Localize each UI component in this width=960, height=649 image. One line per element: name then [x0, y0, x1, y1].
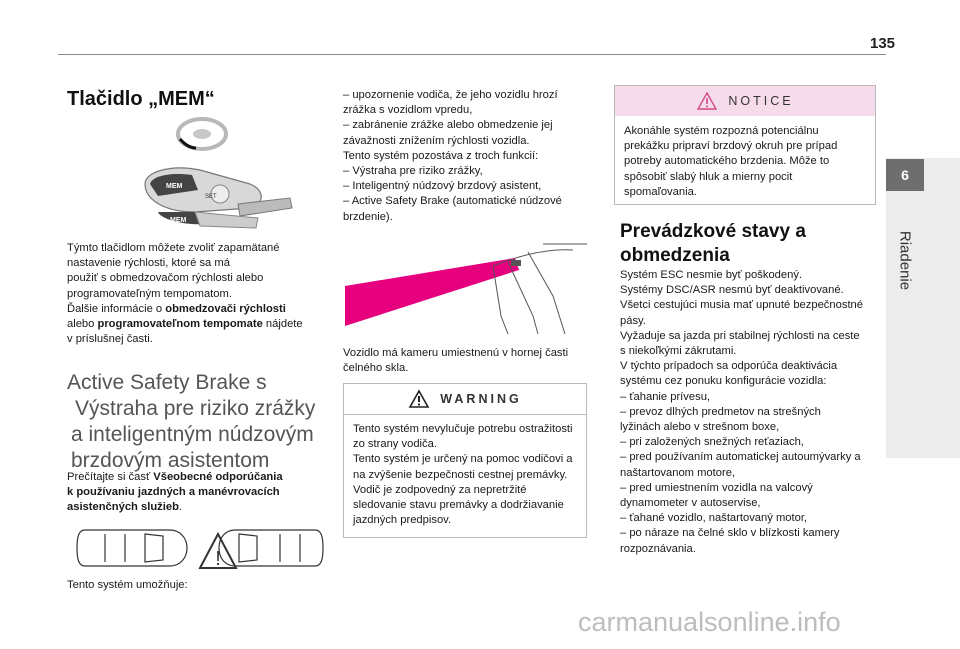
- text-line: – pri založených snežných reťaziach,: [620, 436, 804, 449]
- camera-icon: [511, 260, 521, 266]
- text-line: Vyžaduje sa jazda pri stabilnej rýchlosti na ceste: [620, 329, 860, 342]
- steering-wheel-icon: [178, 119, 226, 149]
- chapter-number: 6: [886, 159, 924, 191]
- refer-bold-1: Všeobecné odporúčania: [153, 471, 283, 483]
- camera-description: [343, 346, 588, 376]
- text-line: nastavenie rýchlosti, ktoré sa má: [67, 257, 230, 270]
- rear-car-icon: [77, 530, 187, 566]
- text-line: Tento systém nevylučuje potrebu ostražitosti: [353, 423, 573, 435]
- windshield-camera-illustration: [343, 236, 588, 336]
- site-watermark: carmanualsonline.info: [578, 607, 841, 637]
- svg-text:!: !: [215, 548, 221, 570]
- warning-triangle-icon: [200, 534, 236, 570]
- text-line: Vozidlo má kameru umiestnenú v hornej časti: [343, 347, 569, 359]
- allows-label: Tento systém umožňuje:: [67, 579, 188, 591]
- text-line: zo strany vodiča.: [353, 438, 437, 451]
- operating-conditions-text: [620, 268, 882, 557]
- text-line: lyžinách alebo v strešnom boxe,: [620, 421, 780, 434]
- more-info-line-1: [67, 302, 337, 317]
- asb-title-line: a inteligentným núdzovým: [71, 423, 314, 446]
- text-line: – pred používaním automatickej autoumývarky a: [620, 451, 861, 464]
- collision-warning-illustration: [75, 522, 325, 572]
- text-line: spomaľovania.: [624, 185, 697, 198]
- more-info-line-2: [67, 317, 337, 332]
- refer-paragraph: [67, 470, 337, 516]
- stalk-label-mem-bottom: MEM: [170, 217, 187, 224]
- text-line: Akonáhle systém rozpozná potenciálnu: [624, 125, 819, 137]
- text-line: – pred umiestnením vozidla na valcový: [620, 481, 813, 494]
- text-line: zrážka s vozidlom vpredu,: [343, 104, 473, 117]
- text-line: Všetci cestujúci musia mať upnuté bezpečnostné: [620, 299, 863, 312]
- text-line: jazdných predpisov.: [353, 514, 452, 527]
- more-info-link-cruise: programovateľnom tempomate: [97, 318, 263, 331]
- text-line: sledovanie stavu premávky a dodržiavanie: [353, 499, 564, 512]
- warning-text: [344, 415, 586, 528]
- text-line: – po náraze na čelné sklo v blízkosti kamery: [620, 527, 840, 540]
- text-line: brzdenie).: [343, 210, 393, 223]
- notice-header: [615, 86, 875, 116]
- chapter-label: Riadenie: [896, 230, 914, 291]
- more-info-prefix: Ďalšie informácie o: [67, 302, 166, 315]
- text-line: – ťahanie prívesu,: [620, 390, 711, 403]
- notice-text: [615, 116, 875, 200]
- warning-header: [344, 384, 586, 415]
- warning-box: [343, 383, 587, 538]
- text-line: dynamometer v autoservise,: [620, 497, 761, 510]
- text-line: potreby automatického brzdenia. Môže to: [624, 155, 830, 168]
- text-line: závažnosti znížením rýchlosti vozidla.: [343, 134, 530, 147]
- refer-suffix: .: [178, 501, 183, 514]
- text-line: – Inteligentný núdzový brzdový asistent,: [343, 180, 542, 193]
- text-line: – Výstraha pre riziko zrážky,: [343, 165, 483, 178]
- refer-line-3: [67, 500, 337, 515]
- text-line: Systém ESC nesmie byť poškodený.: [620, 269, 803, 281]
- text-line: – prevoz dlhých predmetov na strešných: [620, 405, 821, 418]
- header-rule: [58, 54, 886, 55]
- front-car-icon: [219, 530, 323, 566]
- text-line: Vodič je zodpovedný za nepretržité: [353, 483, 527, 496]
- text-line: spôsobiť slabý hluk a mierny pocit: [624, 170, 793, 183]
- text-line: čelného skla.: [343, 362, 409, 375]
- operating-conditions-title: [620, 220, 806, 268]
- text-line: pásy.: [620, 314, 646, 327]
- stalk-label-mem-top: MEM: [166, 183, 183, 190]
- mem-stalk-illustration: [140, 112, 300, 237]
- text-line: Tento systém je určený na pomoc vodičovi a: [353, 453, 573, 466]
- refer-prefix: Prečítajte si časť: [67, 471, 154, 483]
- warning-title: WARNING: [440, 392, 522, 406]
- text-line: v príslušnej časti.: [67, 333, 153, 346]
- notice-triangle-icon: [696, 91, 718, 111]
- refer-line-2: [67, 485, 337, 500]
- stalk-label-set: SET: [205, 194, 217, 200]
- text-line: naštartovanom motore,: [620, 466, 736, 479]
- text-line: – zabránenie zrážke alebo obmedzenie jej: [343, 119, 553, 132]
- asb-title-line: Active Safety Brake s: [67, 371, 267, 394]
- text-line: – upozornenie vodiča, že jeho vozidlu hrozí: [343, 89, 558, 101]
- page-number: 135: [870, 35, 896, 52]
- more-info-mid: alebo: [67, 318, 98, 331]
- text-line: rozpoznávania.: [620, 542, 696, 555]
- chapter-tab: [886, 158, 960, 458]
- text-line: – Active Safety Brake (automatické núdzové: [343, 195, 562, 208]
- text-line: Tento systém pozostáva z troch funkcií:: [343, 149, 539, 162]
- text-line: s niekoľkými zákrutami.: [620, 345, 737, 358]
- asb-title-line: Výstraha pre riziko zrážky: [75, 397, 316, 420]
- text-line: V týchto prípadoch sa odporúča deaktivácia: [620, 360, 838, 373]
- more-info-suffix: nájdete: [262, 318, 303, 331]
- text-line: na zvýšenie bezpečnosti cestnej premávky.: [353, 468, 568, 481]
- asb-function-list: [343, 88, 588, 225]
- title-line: Prevádzkové stavy a: [620, 221, 806, 242]
- text-line: systému cez ponuku konfigurácie vozidla:: [620, 375, 827, 388]
- refer-bold-2: k používaniu jazdných a manévrovacích: [67, 486, 280, 499]
- text-line: prekážku pripraví brzdový okruh pre prípad: [624, 140, 838, 153]
- asb-title-line: brzdovým asistentom: [71, 449, 270, 472]
- mem-description: [67, 241, 337, 347]
- notice-title: NOTICE: [728, 94, 794, 108]
- text-line: Týmto tlačidlom môžete zvoliť zapamätané: [67, 242, 280, 254]
- text-line: programovateľným tempomatom.: [67, 287, 232, 300]
- speed-limiter-stalk-icon: [145, 168, 292, 228]
- text-line: použiť s obmedzovačom rýchlosti alebo: [67, 272, 264, 285]
- notice-box: [614, 85, 876, 205]
- text-line: Systémy DSC/ASR nesmú byť deaktivované.: [620, 284, 844, 297]
- refer-bold-3: asistenčných služieb: [67, 501, 179, 514]
- title-line: obmedzenia: [620, 245, 730, 266]
- refer-line-1: [67, 470, 337, 485]
- car-front-outline-icon: [493, 244, 587, 334]
- warning-triangle-icon: [408, 389, 430, 409]
- text-line: – ťahané vozidlo, naštartovaný motor,: [620, 512, 808, 525]
- more-info-link-limiter: obmedzovači rýchlosti: [165, 302, 286, 315]
- asb-section-title: [67, 370, 315, 474]
- mem-title: Tlačidlo „MEM“: [67, 88, 215, 110]
